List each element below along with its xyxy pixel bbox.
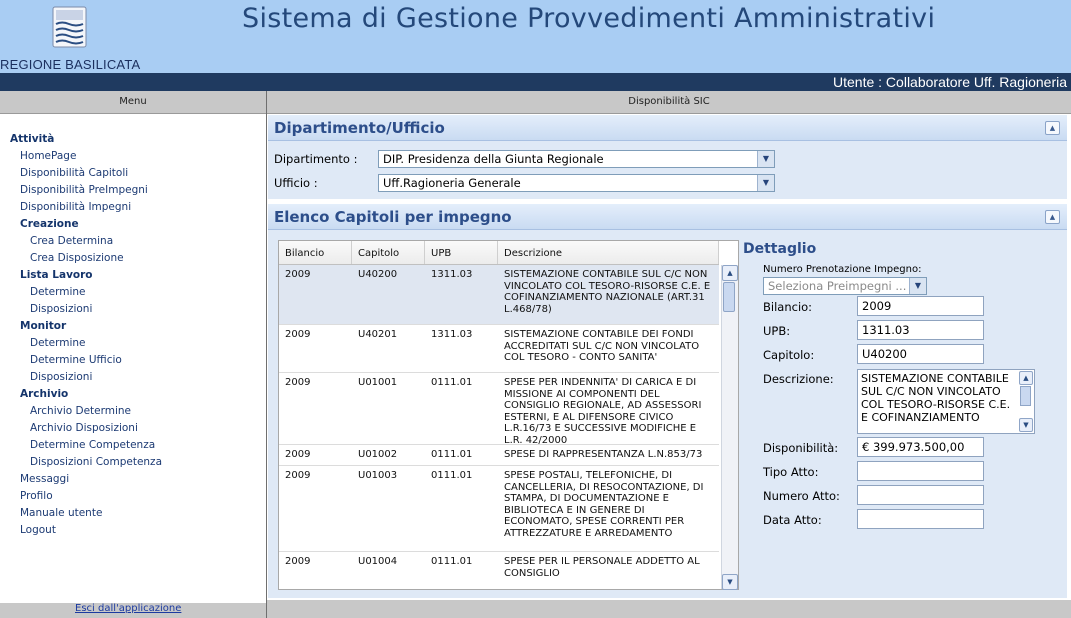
capitolo-label: Capitolo: bbox=[763, 348, 815, 362]
cell-descrizione: SPESE DI RAPPRESENTANZA L.N.853/73 bbox=[504, 449, 703, 460]
cell-bilancio: 2009 bbox=[285, 329, 311, 340]
cell-capitolo: U01003 bbox=[358, 470, 398, 481]
sidebar-item-messaggi[interactable]: Messaggi bbox=[20, 473, 70, 485]
scroll-down-button[interactable] bbox=[722, 574, 738, 590]
cell-upb: 0111.01 bbox=[431, 377, 473, 388]
descrizione-value: SISTEMAZIONE CONTABILE SUL C/C NON VINCOLATO COL TESORO-RISORSE C.E. E COFINANZIAMENTO bbox=[861, 372, 1011, 424]
chevron-down-icon: ▼ bbox=[757, 151, 774, 167]
column-header-upb[interactable]: UPB bbox=[431, 248, 452, 259]
chevron-down-icon: ▼ bbox=[909, 278, 926, 294]
sidebar-item-monitor-determine[interactable]: Determine bbox=[30, 337, 86, 349]
upb-field[interactable]: 1311.03 bbox=[857, 320, 984, 340]
table-header bbox=[279, 241, 719, 265]
descrizione-label: Descrizione: bbox=[763, 372, 834, 386]
sidebar-item-disponibilita-preimpegni[interactable]: Disponibilità PreImpegni bbox=[20, 184, 148, 196]
cell-bilancio: 2009 bbox=[285, 470, 311, 481]
dept-panel-header bbox=[268, 115, 1067, 141]
sidebar-item-determine-ufficio[interactable]: Determine Ufficio bbox=[30, 354, 122, 366]
chevron-down-icon: ▼ bbox=[1023, 421, 1029, 429]
sidebar-item-disponibilita-capitoli[interactable]: Disponibilità Capitoli bbox=[20, 167, 129, 179]
exit-link[interactable]: Esci dall'applicazione bbox=[75, 603, 182, 614]
cell-descrizione: SISTEMAZIONE CONTABILE DEI FONDI ACCREDITATI SUL C/C NON VINCOLATO COL TESORO - CONTO SANITA' bbox=[504, 329, 700, 364]
sidebar-item-manuale-utente[interactable]: Manuale utente bbox=[20, 507, 103, 519]
column-header-bilancio[interactable]: Bilancio bbox=[285, 248, 325, 259]
sidebar-item-crea-disposizione[interactable]: Crea Disposizione bbox=[30, 252, 124, 264]
bilancio-label: Bilancio: bbox=[763, 300, 813, 314]
app-title: Sistema di Gestione Provvedimenti Amministrativi bbox=[242, 3, 936, 34]
dept-select-value: DIP. Presidenza della Giunta Regionale bbox=[383, 152, 604, 166]
table-row[interactable] bbox=[279, 552, 719, 589]
sidebar-item-crea-determina[interactable]: Crea Determina bbox=[30, 235, 114, 247]
table-row[interactable] bbox=[279, 445, 719, 466]
textarea-scroll-thumb[interactable] bbox=[1020, 386, 1031, 406]
sidebar-item-lista-disposizioni[interactable]: Disposizioni bbox=[30, 303, 93, 315]
collapse-list-button[interactable] bbox=[1045, 210, 1060, 224]
cell-capitolo: U40201 bbox=[358, 329, 398, 340]
cell-capitolo: U01004 bbox=[358, 556, 398, 567]
cell-descrizione: SPESE PER INDENNITA' DI CARICA E DI MISSIONE AI COMPONENTI DEL CONSIGLIO REGIONALE, AD ASSESSORI ESTERNI, E AL DIFENSORE CIVICO L.R.16/73 E SUCCESSIVE MODIFICHE E L.R. 42/2000 bbox=[504, 377, 702, 446]
numero-atto-label: Numero Atto: bbox=[763, 489, 840, 503]
region-crest-icon bbox=[52, 6, 87, 48]
current-user: Utente : Collaboratore Uff. Ragioneria bbox=[833, 74, 1067, 90]
chevron-down-icon: ▼ bbox=[727, 578, 733, 586]
menu-header: Menu bbox=[0, 91, 266, 114]
cell-upb: 0111.01 bbox=[431, 556, 473, 567]
sidebar-item-monitor-disposizioni[interactable]: Disposizioni bbox=[30, 371, 93, 383]
column-divider bbox=[424, 241, 425, 264]
cell-bilancio: 2009 bbox=[285, 377, 311, 388]
sidebar-item-logout[interactable]: Logout bbox=[20, 524, 56, 536]
sidebar-item-archivio-disposizioni[interactable]: Archivio Disposizioni bbox=[30, 422, 138, 434]
sidebar-section-attivita: Attività bbox=[10, 133, 55, 145]
cell-descrizione: SISTEMAZIONE CONTABILE SUL C/C NON VINCOLATO COL TESORO-RISORSE C.E. E COFINANZIAMENTO NAZIONALE (ART.31 L.468/78) bbox=[504, 269, 711, 315]
data-atto-label: Data Atto: bbox=[763, 513, 822, 527]
office-select[interactable] bbox=[378, 174, 775, 192]
table-row[interactable] bbox=[279, 466, 719, 552]
dept-label: Dipartimento : bbox=[274, 152, 358, 166]
main-footer bbox=[267, 600, 1071, 618]
sidebar bbox=[0, 114, 266, 604]
sidebar-item-disponibilita-impegni[interactable]: Disponibilità Impegni bbox=[20, 201, 132, 213]
prenotazione-label: Numero Prenotazione Impegno: bbox=[763, 264, 922, 275]
cell-capitolo: U40200 bbox=[358, 269, 398, 280]
scroll-thumb[interactable] bbox=[723, 282, 735, 312]
sidebar-group-archivio: Archivio bbox=[20, 388, 69, 400]
sidebar-item-disposizioni-competenza[interactable]: Disposizioni Competenza bbox=[30, 456, 162, 468]
list-panel-header bbox=[268, 204, 1067, 230]
sidebar-group-lista-lavoro: Lista Lavoro bbox=[20, 269, 93, 281]
cell-upb: 0111.01 bbox=[431, 470, 473, 481]
cell-upb: 1311.03 bbox=[431, 329, 473, 340]
cell-bilancio: 2009 bbox=[285, 556, 311, 567]
tipo-atto-label: Tipo Atto: bbox=[763, 465, 819, 479]
upb-label: UPB: bbox=[763, 324, 791, 338]
column-divider bbox=[351, 241, 352, 264]
cell-descrizione: SPESE POSTALI, TELEFONICHE, DI CANCELLERIA, DI RESOCONTAZIONE, DI STAMPA, DI DOCUMENTAZIONE E BIBLIOTECA E IN GENERE DI ECONOMATO, SPESE CORRENTI PER ATTREZZATURE E ARREDAMENTO bbox=[504, 470, 704, 539]
chevron-up-icon: ▲ bbox=[1023, 374, 1029, 382]
region-name: REGIONE BASILICATA bbox=[0, 57, 141, 72]
sidebar-item-profilo[interactable]: Profilo bbox=[20, 490, 53, 502]
detail-title: Dettaglio bbox=[743, 241, 817, 257]
column-divider bbox=[497, 241, 498, 264]
list-panel-title: Elenco Capitoli per impegno bbox=[274, 208, 512, 226]
chevron-up-icon: ▲ bbox=[727, 269, 733, 277]
textarea-scroll-down-button[interactable] bbox=[1019, 418, 1033, 432]
sidebar-item-lista-determine[interactable]: Determine bbox=[30, 286, 86, 298]
data-atto-field[interactable] bbox=[857, 509, 984, 529]
column-header-capitolo[interactable]: Capitolo bbox=[358, 248, 400, 259]
sidebar-item-archivio-determine[interactable]: Archivio Determine bbox=[30, 405, 132, 417]
sidebar-item-determine-competenza[interactable]: Determine Competenza bbox=[30, 439, 156, 451]
sidebar-item-homepage[interactable]: HomePage bbox=[20, 150, 77, 162]
cell-upb: 0111.01 bbox=[431, 449, 473, 460]
disponibilita-label: Disponibilità: bbox=[763, 441, 839, 455]
office-select-value: Uff.Ragioneria Generale bbox=[383, 176, 521, 190]
table-row[interactable] bbox=[279, 325, 719, 373]
cell-capitolo: U01002 bbox=[358, 449, 398, 460]
disponibilita-field[interactable]: € 399.973.500,00 bbox=[857, 437, 984, 457]
cell-bilancio: 2009 bbox=[285, 269, 311, 280]
chevron-up-icon: ▲ bbox=[1049, 213, 1056, 221]
chevron-down-icon: ▼ bbox=[757, 175, 774, 191]
preimpegni-select-placeholder: Seleziona Preimpegni ... bbox=[768, 279, 907, 293]
main-header: Disponibilità SIC bbox=[267, 91, 1071, 114]
cell-upb: 1311.03 bbox=[431, 269, 473, 280]
capitolo-field[interactable]: U40200 bbox=[857, 344, 984, 364]
dept-panel-title: Dipartimento/Ufficio bbox=[274, 119, 445, 137]
cell-descrizione: SPESE PER IL PERSONALE ADDETTO AL CONSIGLIO bbox=[504, 556, 700, 579]
table-row[interactable] bbox=[279, 265, 719, 325]
bilancio-field[interactable]: 2009 bbox=[857, 296, 984, 316]
textarea-scroll-up-button[interactable] bbox=[1019, 371, 1033, 385]
column-divider bbox=[718, 241, 719, 264]
preimpegni-select[interactable] bbox=[763, 277, 927, 295]
office-label: Ufficio : bbox=[274, 176, 318, 190]
column-header-descrizione[interactable]: Descrizione bbox=[504, 248, 563, 259]
sidebar-group-creazione: Creazione bbox=[20, 218, 79, 230]
tipo-atto-field[interactable] bbox=[857, 461, 984, 481]
cell-capitolo: U01001 bbox=[358, 377, 398, 388]
table-row[interactable] bbox=[279, 373, 719, 445]
scroll-up-button[interactable] bbox=[722, 265, 738, 281]
collapse-dept-button[interactable] bbox=[1045, 121, 1060, 135]
table-scrollbar[interactable] bbox=[721, 265, 738, 589]
numero-atto-field[interactable] bbox=[857, 485, 984, 505]
chevron-up-icon: ▲ bbox=[1049, 124, 1056, 132]
cell-bilancio: 2009 bbox=[285, 449, 311, 460]
sidebar-group-monitor: Monitor bbox=[20, 320, 67, 332]
dept-select[interactable] bbox=[378, 150, 775, 168]
